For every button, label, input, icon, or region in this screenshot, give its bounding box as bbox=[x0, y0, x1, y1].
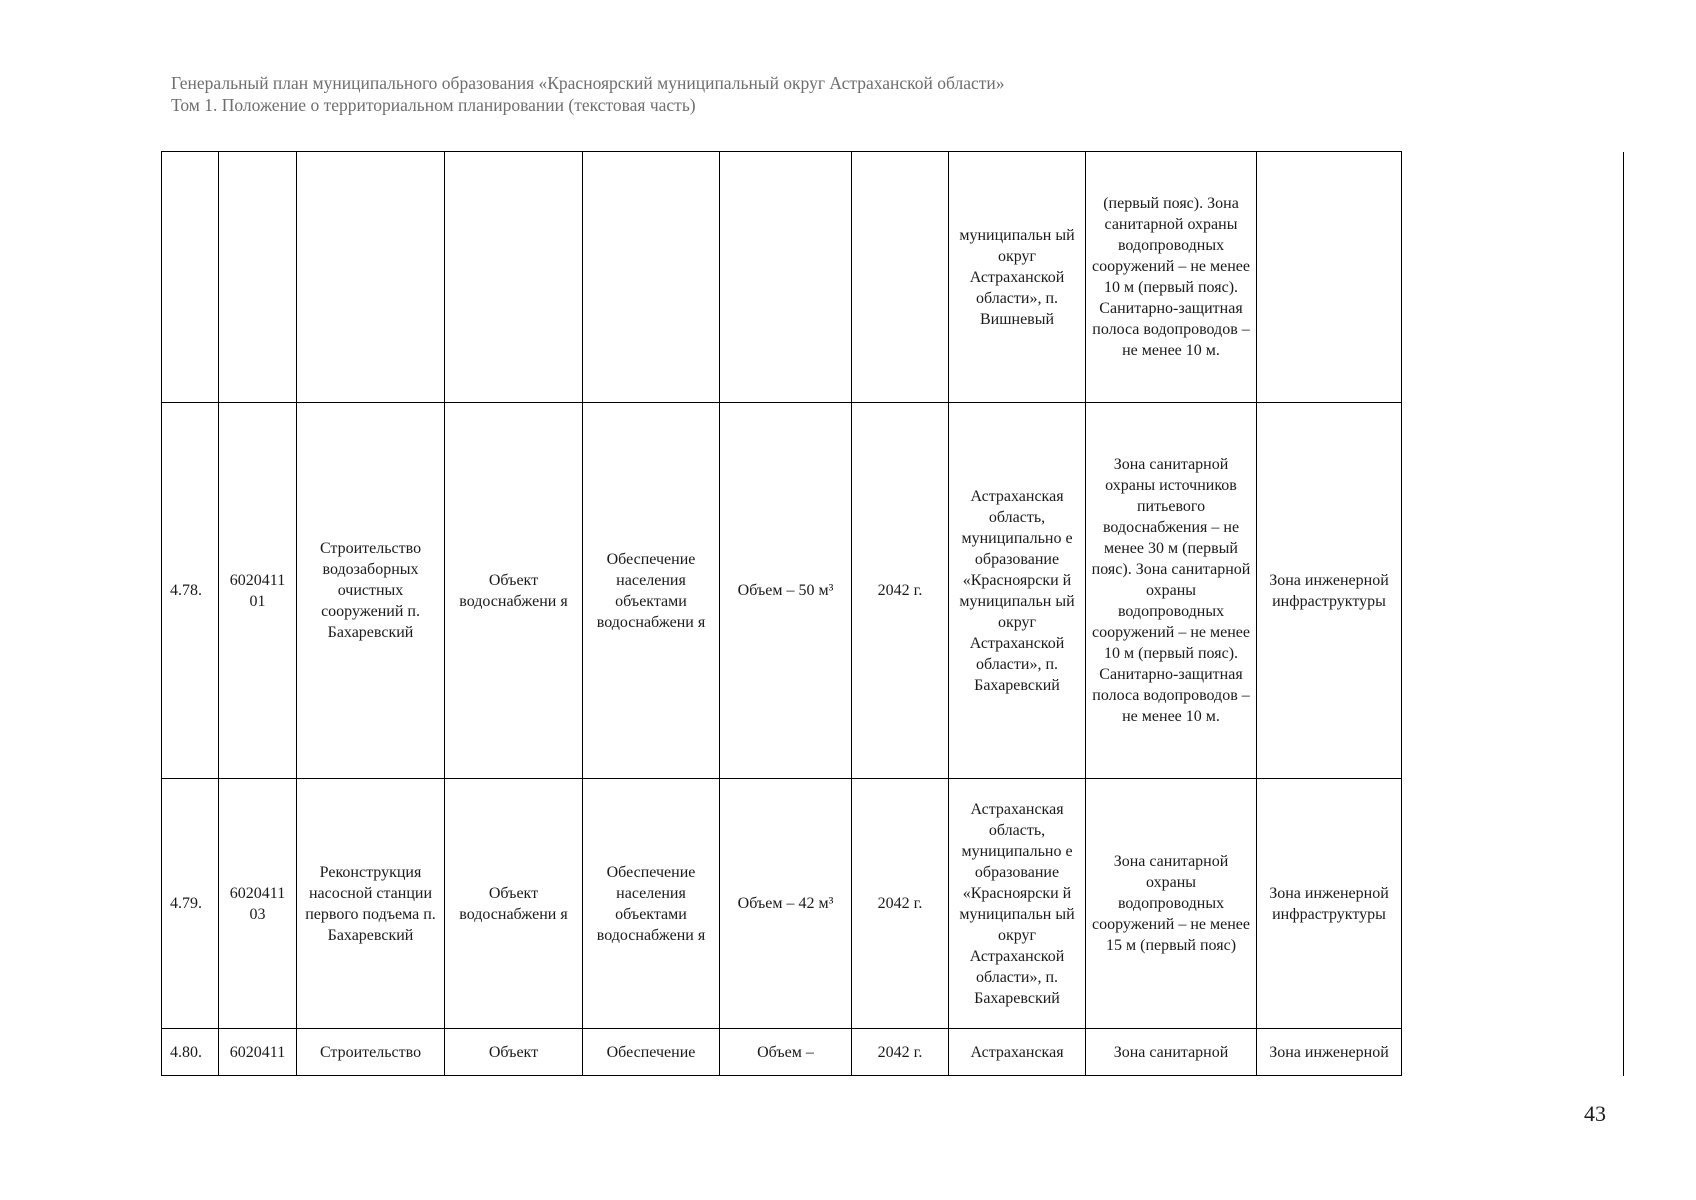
blank-column bbox=[1402, 152, 1624, 1076]
page-number: 43 bbox=[1584, 1101, 1606, 1126]
row-number-cell: 4.80. bbox=[162, 1029, 219, 1076]
zone-cell: Зона санитарной bbox=[1086, 1029, 1257, 1076]
object-type-cell: Объект водоснабжени я bbox=[445, 403, 583, 779]
purpose-cell: Обеспечение населения объектами водоснабжени я bbox=[583, 403, 720, 779]
row-number-cell bbox=[162, 152, 219, 403]
functional-zone-cell bbox=[1257, 152, 1402, 403]
year-cell: 2042 г. bbox=[852, 403, 949, 779]
purpose-cell: Обеспечение населения объектами водоснабжени я bbox=[583, 779, 720, 1029]
object-type-cell bbox=[445, 152, 583, 403]
zone-cell: Зона санитарной охраны источников питьевого водоснабжения – не менее 30 м (первый пояс). Зона санитарной охраны водопроводных сооружений – не менее 10 м (первый пояс). Санитарно-защитная полоса водопроводов – не менее 10 м. bbox=[1086, 403, 1257, 779]
capacity-cell: Объем – 42 м³ bbox=[720, 779, 852, 1029]
functional-zone-cell: Зона инженерной инфраструктуры bbox=[1257, 403, 1402, 779]
location-cell: Астраханская bbox=[949, 1029, 1086, 1076]
zone-cell: Зона санитарной охраны водопроводных сооружений – не менее 15 м (первый пояс) bbox=[1086, 779, 1257, 1029]
objects-table bbox=[161, 151, 1624, 1076]
row-number-cell: 4.79. bbox=[162, 779, 219, 1029]
capacity-cell bbox=[720, 152, 852, 403]
functional-zone-cell: Зона инженерной инфраструктуры bbox=[1257, 779, 1402, 1029]
table-row bbox=[162, 152, 1624, 403]
code-cell: 6020411 01 bbox=[219, 403, 297, 779]
location-cell: Астраханская область, муниципально е образование «Красноярски й муниципальн ый округ Астраханской области», п. Бахаревский bbox=[949, 403, 1086, 779]
capacity-cell: Объем – 50 м³ bbox=[720, 403, 852, 779]
object-name-cell: Реконструкция насосной станции первого подъема п. Бахаревский bbox=[297, 779, 445, 1029]
document-header bbox=[171, 72, 1005, 116]
purpose-cell bbox=[583, 152, 720, 403]
object-name-cell: Строительство водозаборных очистных сооружений п. Бахаревский bbox=[297, 403, 445, 779]
object-type-cell: Объект водоснабжени я bbox=[445, 779, 583, 1029]
capacity-cell: Объем – bbox=[720, 1029, 852, 1076]
location-cell: муниципальн ый округ Астраханской области», п. Вишневый bbox=[949, 152, 1086, 403]
header-volume-line: Том 1. Положение о территориальном планировании (текстовая часть) bbox=[171, 95, 696, 115]
object-name-cell bbox=[297, 152, 445, 403]
header-title-line: Генеральный план муниципального образования «Красноярский муниципальный округ Астраханской области» bbox=[171, 73, 1005, 93]
functional-zone-cell: Зона инженерной bbox=[1257, 1029, 1402, 1076]
row-number-cell: 4.78. bbox=[162, 403, 219, 779]
location-cell: Астраханская область, муниципально е образование «Красноярски й муниципальн ый округ Астраханской области», п. Бахаревский bbox=[949, 779, 1086, 1029]
object-name-cell: Строительство bbox=[297, 1029, 445, 1076]
year-cell bbox=[852, 152, 949, 403]
code-cell: 6020411 bbox=[219, 1029, 297, 1076]
code-cell bbox=[219, 152, 297, 403]
year-cell: 2042 г. bbox=[852, 1029, 949, 1076]
zone-cell: (первый пояс). Зона санитарной охраны водопроводных сооружений – не менее 10 м (первый пояс). Санитарно-защитная полоса водопроводов – не менее 10 м. bbox=[1086, 152, 1257, 403]
year-cell: 2042 г. bbox=[852, 779, 949, 1029]
object-type-cell: Объект bbox=[445, 1029, 583, 1076]
purpose-cell: Обеспечение bbox=[583, 1029, 720, 1076]
code-cell: 6020411 03 bbox=[219, 779, 297, 1029]
